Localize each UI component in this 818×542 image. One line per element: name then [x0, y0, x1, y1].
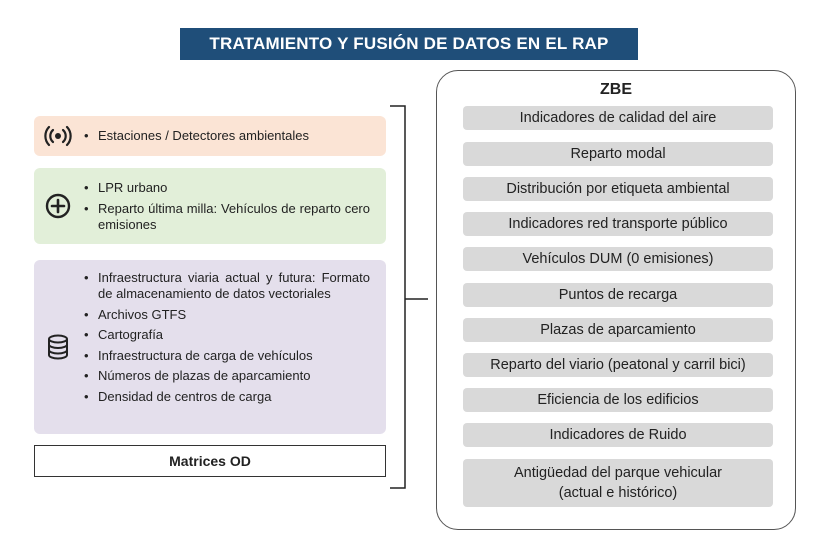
list-item: • Infraestructura de carga de vehículos	[82, 348, 370, 364]
indicator-modal-split: Reparto modal	[463, 142, 773, 166]
list-item: • Infraestructura viaria actual y futura: Formato de almacenamiento de datos vectoriales	[82, 270, 370, 302]
list-item: • Estaciones / Detectores ambientales	[82, 128, 370, 144]
source-box-infrastructure	[34, 260, 386, 434]
grouping-bracket	[386, 105, 430, 491]
database-icon	[40, 329, 76, 365]
indicator-building-efficiency: Eficiencia de los edificios	[463, 388, 773, 412]
indicator-environmental-label: Distribución por etiqueta ambiental	[463, 177, 773, 201]
diagram-title: TRATAMIENTO Y FUSIÓN DE DATOS EN EL RAP	[180, 28, 638, 60]
zbe-panel	[436, 70, 796, 530]
list-item: • Archivos GTFS	[82, 307, 370, 323]
indicator-public-transport: Indicadores red transporte público	[463, 212, 773, 236]
source-list-lpr	[82, 180, 370, 237]
list-item: • Cartografía	[82, 327, 370, 343]
plus-circle-icon	[40, 188, 76, 224]
matrices-od-box: Matrices OD	[34, 445, 386, 477]
indicator-road-distribution: Reparto del viario (peatonal y carril bici)	[463, 353, 773, 377]
indicator-dum-vehicles: Vehículos DUM (0 emisiones)	[463, 247, 773, 271]
indicator-parking-spaces: Plazas de aparcamiento	[463, 318, 773, 342]
indicator-noise: Indicadores de Ruido	[463, 423, 773, 447]
zbe-title: ZBE	[600, 81, 632, 98]
radio-signal-icon	[40, 118, 76, 154]
list-item: • Densidad de centros de carga	[82, 389, 370, 405]
list-item: • Reparto última milla: Vehículos de reparto cero emisiones	[82, 201, 370, 233]
indicator-charging-points: Puntos de recarga	[463, 283, 773, 307]
indicator-air-quality: Indicadores de calidad del aire	[463, 106, 773, 130]
list-item: • LPR urbano	[82, 180, 370, 196]
source-box-lpr	[34, 168, 386, 244]
source-list-infrastructure	[82, 270, 370, 409]
list-item: • Números de plazas de aparcamiento	[82, 368, 370, 384]
indicator-fleet-age: Antigüedad del parque vehicular (actual e histórico)	[463, 459, 773, 507]
source-list-sensors	[82, 128, 370, 149]
source-box-sensors	[34, 116, 386, 156]
